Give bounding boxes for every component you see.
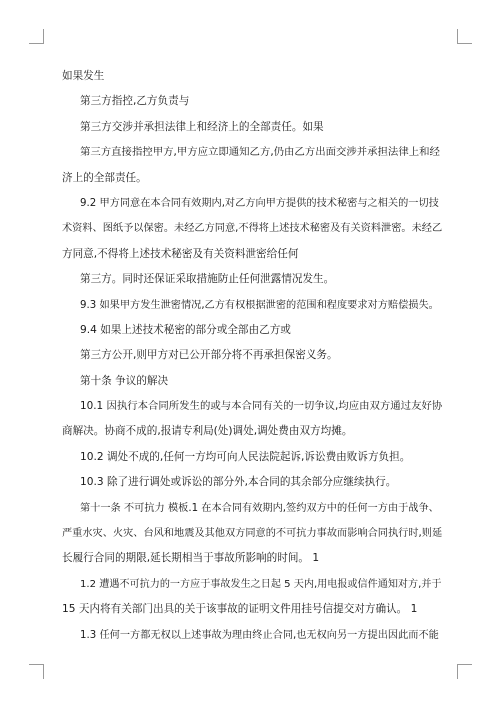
crop-mark-bottom-left (29, 664, 44, 679)
text-line: 第三方。同时还保证采取措施防止任何泄露情况发生。 (80, 273, 335, 286)
text-line: 第三方直接指控甲方,甲方应立即通知乙方,仍由乙方出面交涉并承担法律上和经 (80, 146, 440, 159)
crop-mark-bottom-right (457, 664, 472, 679)
text-line: 方同意,不得将上述技术秘密及有关资料泄密给任何 (62, 247, 299, 260)
text-line: 9.2 甲方同意在本合同有效期内,对乙方向甲方提供的技术秘密与之相关的一切技 (80, 197, 439, 209)
crop-mark-top-left (29, 29, 44, 44)
text-line: 严重水灾、火灾、台风和地震及其他双方同意的不可抗力事故而影响合同执行时,则延 (62, 528, 443, 540)
text-line: 第十一条 不可抗力 模板.1 在本合同有效期内,签约双方中的任何一方由于战争、 (80, 502, 439, 514)
document-body (62, 64, 442, 648)
text-line: 第十条 争议的解决 (80, 374, 169, 387)
crop-mark-top-right (457, 29, 472, 44)
text-line: 第三方公开,则甲方对已公开部分将不再承担保密义务。 (80, 349, 338, 362)
text-line: 15 天内将有关部门出具的关于该事故的证明文件用挂号信提交对方确认。 1 (62, 603, 418, 616)
text-line: 9.4 如果上述技术秘密的部分或全部由乙方或 (80, 323, 291, 336)
text-line: 1.2 遭遇不可抗力的一方应于事故发生之日起 5 天内,用电报或信件通知对方,并于 (80, 578, 442, 590)
text-line: 1.3 任何一方都无权以上述事故为理由终止合同,也无权向另一方提出因此而不能 (80, 629, 439, 641)
text-line: 术资料、图纸予以保密。未经乙方同意,不得将上述技术秘密及有关资料泄密。未经乙 (62, 223, 443, 235)
text-line: 商解决。协商不成的,报请专利局(处)调处,调处费由双方均摊。 (62, 425, 353, 438)
text-line: 10.2 调处不成的,任何一方均可向人民法院起诉,诉讼费由败诉方负担。 (80, 450, 411, 463)
text-line: 济上的全部责任。 (62, 171, 147, 184)
text-line: 第三方交涉并承担法律上和经济上的全部责任。如果 (80, 120, 324, 133)
text-line: 10.3 除了进行调处或诉讼的部分外,本合同的其余部分应继续执行。 (80, 476, 397, 489)
text-line: 10.1 因执行本合同所发生的或与本合同有关的一切争议,均应由双方通过友好协 (80, 400, 443, 413)
text-line: 9.3 如果甲方发生泄密情况,乙方有权根据泄密的范围和程度要求对方赔偿损失。 (80, 299, 439, 311)
text-line: 如果发生 (62, 70, 105, 82)
text-line: 第三方指控,乙方负责与 (80, 95, 190, 108)
text-line: 长履行合同的期限,延长期相当于事故所影响的时间。 1 (62, 552, 320, 565)
